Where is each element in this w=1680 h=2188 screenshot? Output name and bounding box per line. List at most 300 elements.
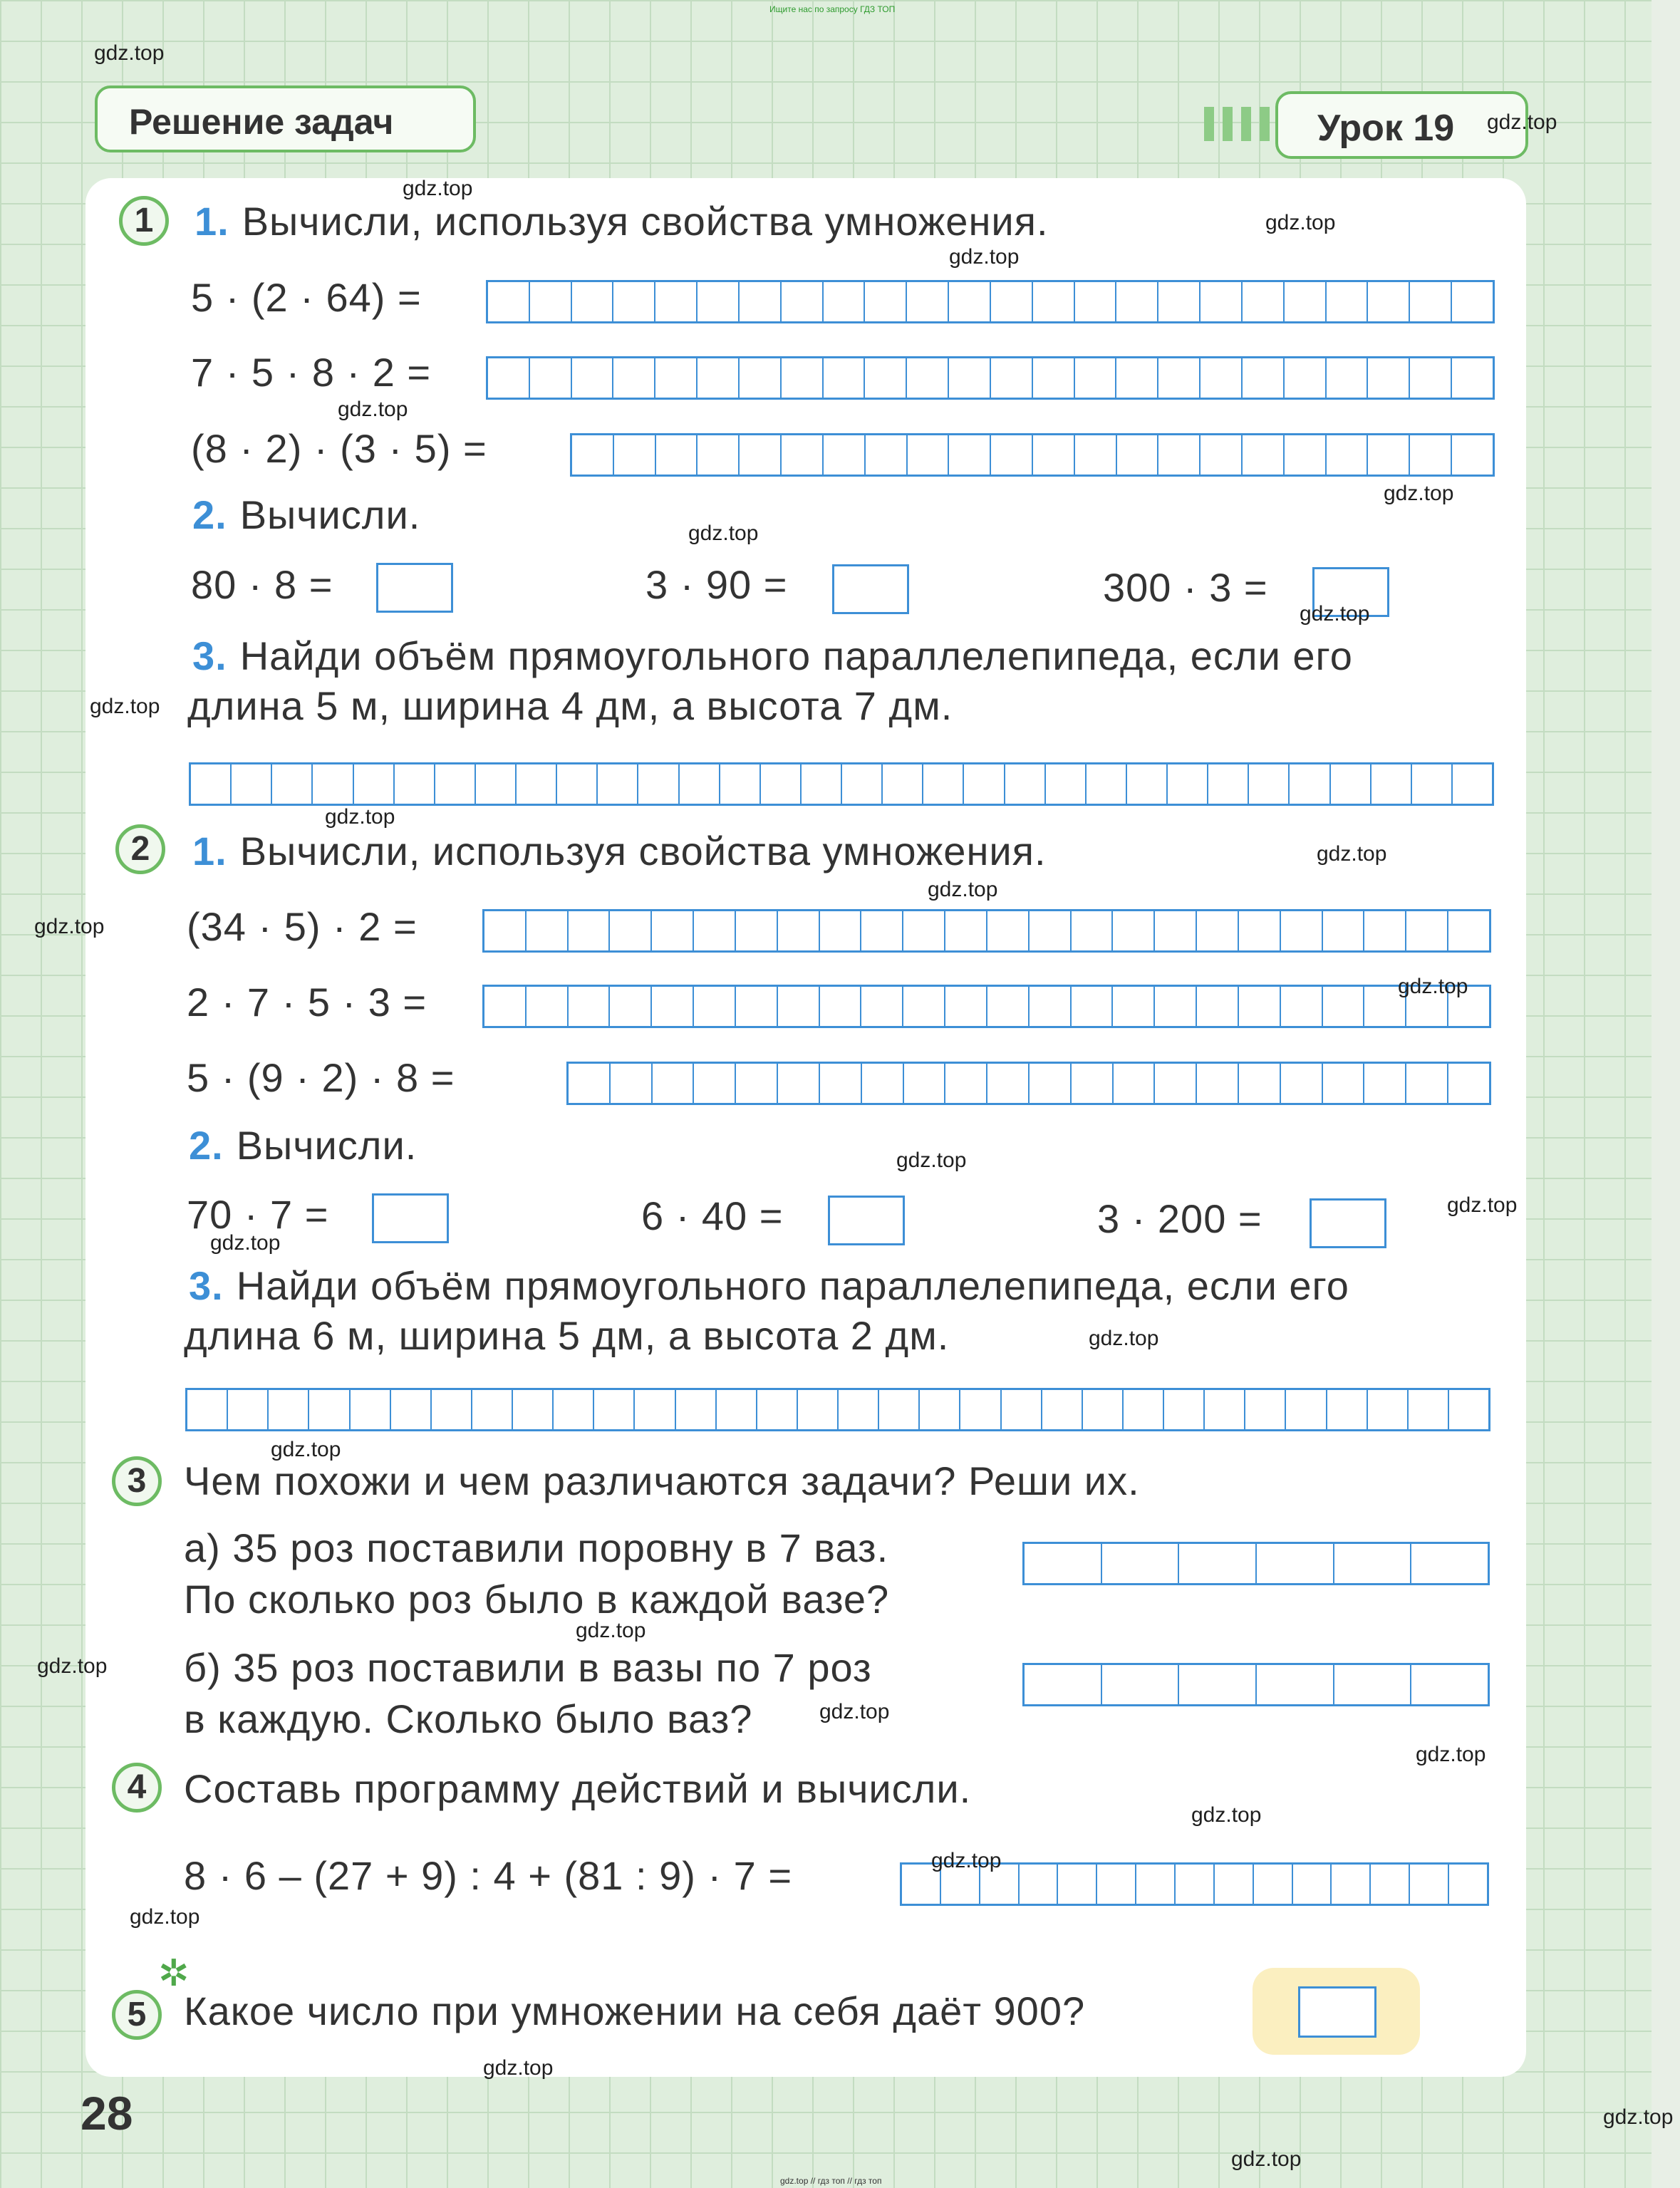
task-2-part-3-line-2: длина 6 м, ширина 5 дм, а высота 2 дм. [184, 1313, 950, 1358]
task-3-number: 3 [112, 1456, 162, 1506]
grid-cell[interactable] [572, 282, 614, 321]
grid-cell[interactable] [824, 358, 866, 398]
grid-cell[interactable] [1087, 764, 1127, 804]
grid-cell[interactable] [1452, 358, 1493, 398]
grid-cell[interactable] [594, 1390, 635, 1429]
task-1-number: 1 [119, 196, 169, 246]
grid-cell[interactable] [652, 987, 694, 1026]
watermark: gdz.top [896, 1149, 967, 1172]
grid-cell[interactable] [1116, 282, 1158, 321]
grid-cell[interactable] [1176, 1865, 1215, 1904]
grid-cell[interactable] [1371, 1865, 1410, 1904]
grid-cell[interactable] [557, 764, 598, 804]
grid-cell[interactable] [1164, 1390, 1205, 1429]
grid-cell[interactable] [1117, 435, 1159, 475]
grid-cell[interactable] [1113, 911, 1155, 950]
grid-cell[interactable] [1215, 1865, 1254, 1904]
grid-cell[interactable] [1281, 1064, 1323, 1103]
grid-cell[interactable] [1327, 358, 1369, 398]
grid-cell[interactable] [1158, 358, 1201, 398]
watermark: gdz.top [1603, 2105, 1674, 2129]
grid-cell[interactable] [1257, 1665, 1334, 1704]
grid-cell[interactable] [610, 987, 652, 1026]
expression: 7 · 5 · 8 · 2 = [191, 350, 432, 395]
grid-cell[interactable] [269, 1390, 309, 1429]
grid-cell[interactable] [991, 358, 1033, 398]
expression: (8 · 2) · (3 · 5) = [191, 426, 487, 471]
section-title-tag [95, 85, 476, 152]
grid-cell[interactable] [569, 911, 611, 950]
grid-cell[interactable] [572, 435, 614, 475]
grid-cell[interactable] [569, 1064, 611, 1103]
grid-cell[interactable] [1411, 1665, 1488, 1704]
grid-cell[interactable] [1075, 282, 1117, 321]
task-2-part-1-heading: 1. Вычисли, используя свойства умножения. [192, 829, 1047, 873]
grid-cell[interactable] [1368, 358, 1410, 398]
grid-cell[interactable] [1410, 1865, 1449, 1904]
grid-cell[interactable] [655, 282, 698, 321]
grid-cell[interactable] [1102, 1544, 1180, 1583]
watermark: gdz.top [325, 805, 395, 829]
watermark: gdz.top [1416, 1743, 1486, 1766]
grid-cell[interactable] [1072, 911, 1114, 950]
grid-cell[interactable] [653, 1064, 695, 1103]
grid-cell[interactable] [1033, 282, 1075, 321]
grid-cell[interactable] [1410, 435, 1452, 475]
grid-cell[interactable] [1290, 764, 1330, 804]
grid-cell[interactable] [1002, 1390, 1042, 1429]
grid-cell[interactable] [513, 1390, 554, 1429]
grid-cell[interactable] [1030, 911, 1072, 950]
watermark: gdz.top [1300, 602, 1370, 626]
grid-cell[interactable] [802, 764, 842, 804]
grid-cell[interactable] [1249, 764, 1290, 804]
answer-box[interactable] [1298, 1986, 1376, 2038]
bottom-note: gdz.top // гдз топ // гдз топ [780, 2176, 882, 2186]
grid-cell[interactable] [960, 1390, 1001, 1429]
watermark: gdz.top [1487, 110, 1557, 134]
task-4-text: Составь программу действий и вычисли. [184, 1766, 972, 1811]
grid-cell[interactable] [1448, 911, 1489, 950]
grid-cell[interactable] [698, 435, 740, 475]
expression: (34 · 5) · 2 = [187, 904, 418, 949]
grid-cell[interactable] [945, 987, 987, 1026]
grid-cell[interactable] [1025, 1665, 1102, 1704]
grid-cell[interactable] [782, 282, 824, 321]
expression: 5 · (2 · 64) = [191, 275, 422, 320]
star-icon: ✲ [158, 1953, 190, 1994]
grid-cell[interactable] [778, 987, 820, 1026]
task-3-a-line-1: а) 35 роз поставили поровну в 7 ваз. [184, 1525, 889, 1570]
grid-cell[interactable] [987, 911, 1030, 950]
grid-cell[interactable] [820, 1064, 862, 1103]
grid-cell[interactable] [351, 1390, 391, 1429]
grid-cell[interactable] [488, 282, 530, 321]
answer-grid[interactable] [486, 280, 1495, 323]
grid-cell[interactable] [232, 764, 272, 804]
grid-cell[interactable] [861, 911, 903, 950]
grid-cell[interactable] [680, 764, 720, 804]
grid-cell[interactable] [530, 282, 572, 321]
watermark: gdz.top [949, 245, 1020, 269]
expression: 300 · 3 = [1103, 565, 1268, 610]
grid-cell[interactable] [611, 1064, 653, 1103]
grid-cell[interactable] [395, 764, 435, 804]
grid-cell[interactable] [1368, 435, 1410, 475]
grid-cell[interactable] [613, 358, 655, 398]
grid-cell[interactable] [694, 987, 736, 1026]
answer-grid[interactable] [1022, 1663, 1490, 1706]
grid-cell[interactable] [904, 1064, 946, 1103]
grid-cell[interactable] [527, 911, 569, 950]
grid-cell[interactable] [1332, 1865, 1371, 1904]
grid-cell[interactable] [949, 358, 991, 398]
grid-cell[interactable] [1155, 987, 1197, 1026]
grid-cell[interactable] [635, 1390, 675, 1429]
grid-cell[interactable] [1155, 1064, 1197, 1103]
grid-cell[interactable] [720, 764, 761, 804]
grid-cell[interactable] [903, 911, 945, 950]
grid-cell[interactable] [698, 282, 740, 321]
grid-cell[interactable] [1208, 764, 1249, 804]
answer-grid[interactable] [1022, 1542, 1490, 1585]
grid-cell[interactable] [1453, 764, 1492, 804]
task-4-number: 4 [112, 1763, 162, 1813]
expression: 3 · 90 = [645, 562, 788, 607]
grid-cell[interactable] [1020, 1865, 1059, 1904]
grid-cell[interactable] [1116, 358, 1158, 398]
grid-cell[interactable] [782, 358, 824, 398]
grid-cell[interactable] [614, 435, 656, 475]
grid-cell[interactable] [1124, 1390, 1164, 1429]
grid-cell[interactable] [1005, 764, 1046, 804]
grid-cell[interactable] [987, 987, 1030, 1026]
watermark: gdz.top [338, 398, 408, 421]
grid-cell[interactable] [1136, 1865, 1176, 1904]
grid-cell[interactable] [908, 435, 950, 475]
answer-grid[interactable] [185, 1388, 1490, 1431]
grid-cell[interactable] [1327, 1390, 1368, 1429]
grid-cell[interactable] [923, 764, 964, 804]
grid-cell[interactable] [1158, 435, 1201, 475]
answer-grid[interactable] [189, 762, 1494, 806]
grid-cell[interactable] [1058, 1865, 1097, 1904]
grid-cell[interactable] [1075, 435, 1117, 475]
grid-cell[interactable] [1327, 282, 1369, 321]
grid-cell[interactable] [991, 282, 1033, 321]
grid-cell[interactable] [1155, 911, 1197, 950]
grid-cell[interactable] [1097, 1865, 1136, 1904]
grid-cell[interactable] [391, 1390, 432, 1429]
grid-cell[interactable] [1327, 435, 1369, 475]
grid-cell[interactable] [1245, 1390, 1286, 1429]
grid-cell[interactable] [1179, 1544, 1257, 1583]
answer-grid[interactable] [482, 909, 1491, 953]
grid-cell[interactable] [740, 435, 782, 475]
task-2-number: 2 [115, 824, 165, 874]
grid-cell[interactable] [798, 1390, 839, 1429]
answer-box[interactable] [376, 563, 453, 613]
grid-cell[interactable] [1042, 1390, 1083, 1429]
grid-cell[interactable] [736, 987, 778, 1026]
grid-cell[interactable] [1239, 987, 1281, 1026]
grid-cell[interactable] [839, 1390, 879, 1429]
grid-cell[interactable] [1406, 911, 1448, 950]
answer-grid[interactable] [486, 356, 1495, 400]
grid-cell[interactable] [1410, 358, 1452, 398]
grid-cell[interactable] [313, 764, 353, 804]
grid-cell[interactable] [949, 435, 991, 475]
grid-cell[interactable] [484, 987, 527, 1026]
watermark: gdz.top [1398, 975, 1468, 998]
answer-grid[interactable] [566, 1062, 1491, 1105]
grid-cell[interactable] [866, 435, 908, 475]
grid-cell[interactable] [187, 1390, 228, 1429]
grid-cell[interactable] [1113, 987, 1155, 1026]
grid-cell[interactable] [824, 282, 866, 321]
grid-cell[interactable] [883, 764, 923, 804]
grid-cell[interactable] [488, 358, 530, 398]
grid-cell[interactable] [1197, 1064, 1239, 1103]
grid-cell[interactable] [1114, 1064, 1156, 1103]
grid-cell[interactable] [1127, 764, 1168, 804]
grid-cell[interactable] [945, 911, 987, 950]
watermark: gdz.top [1317, 842, 1387, 866]
grid-cell[interactable] [530, 358, 572, 398]
answer-box[interactable] [828, 1196, 905, 1245]
grid-cell[interactable] [824, 435, 866, 475]
grid-cell[interactable] [757, 1390, 798, 1429]
grid-cell[interactable] [1201, 358, 1243, 398]
grid-cell[interactable] [991, 435, 1033, 475]
grid-cell[interactable] [1197, 987, 1239, 1026]
grid-cell[interactable] [655, 358, 698, 398]
expression: 5 · (9 · 2) · 8 = [187, 1055, 455, 1100]
grid-cell[interactable] [1033, 358, 1075, 398]
grid-cell[interactable] [1243, 435, 1285, 475]
grid-cell[interactable] [842, 764, 883, 804]
grid-cell[interactable] [652, 911, 694, 950]
grid-cell[interactable] [569, 987, 611, 1026]
grid-cell[interactable] [656, 435, 698, 475]
grid-cell[interactable] [694, 911, 736, 950]
grid-cell[interactable] [527, 987, 569, 1026]
grid-cell[interactable] [1372, 764, 1412, 804]
grid-cell[interactable] [1364, 1064, 1406, 1103]
grid-cell[interactable] [907, 282, 949, 321]
grid-cell[interactable] [1411, 1544, 1488, 1583]
grid-cell[interactable] [1201, 282, 1243, 321]
grid-cell[interactable] [517, 764, 557, 804]
grid-cell[interactable] [1452, 435, 1493, 475]
answer-grid[interactable] [482, 985, 1491, 1028]
task-2-part-2-heading: 2. Вычисли. [189, 1123, 418, 1168]
answer-box[interactable] [832, 564, 909, 614]
task-1-part-2-heading: 2. Вычисли. [192, 492, 421, 537]
watermark: gdz.top [483, 2056, 554, 2080]
task-3-a-line-2: По сколько роз было в каждой вазе? [184, 1577, 890, 1622]
grid-cell[interactable] [1243, 358, 1285, 398]
grid-cell[interactable] [1072, 1064, 1114, 1103]
expression: 80 · 8 = [191, 562, 333, 607]
grid-cell[interactable] [572, 358, 614, 398]
grid-cell[interactable] [987, 1064, 1030, 1103]
grid-cell[interactable] [1030, 987, 1072, 1026]
grid-cell[interactable] [1281, 911, 1323, 950]
grid-cell[interactable] [1030, 1064, 1072, 1103]
grid-cell[interactable] [638, 764, 679, 804]
task-3-text: Чем похожи и чем различаются задачи? Реши их. [184, 1458, 1140, 1503]
grid-cell[interactable] [820, 987, 862, 1026]
grid-cell[interactable] [432, 1390, 472, 1429]
watermark: gdz.top [931, 1849, 1002, 1872]
watermark: gdz.top [819, 1700, 890, 1723]
grid-cell[interactable] [1293, 1865, 1332, 1904]
grid-cell[interactable] [945, 1064, 987, 1103]
watermark: gdz.top [688, 522, 759, 545]
grid-cell[interactable] [1449, 1390, 1488, 1429]
grid-cell[interactable] [820, 911, 862, 950]
grid-cell[interactable] [778, 1064, 820, 1103]
grid-cell[interactable] [1412, 764, 1453, 804]
grid-cell[interactable] [1285, 435, 1327, 475]
grid-cell[interactable] [1334, 1665, 1412, 1704]
grid-cell[interactable] [964, 764, 1005, 804]
grid-cell[interactable] [1243, 282, 1285, 321]
grid-cell[interactable] [736, 911, 778, 950]
grid-cell[interactable] [907, 358, 949, 398]
grid-cell[interactable] [1179, 1665, 1257, 1704]
grid-cell[interactable] [920, 1390, 960, 1429]
grid-cell[interactable] [1448, 1064, 1489, 1103]
task-2-part-3-line-1: 3. Найди объём прямоугольного параллелепипеда, если его [189, 1263, 1349, 1308]
grid-cell[interactable] [761, 764, 802, 804]
task-3-b-line-2: в каждую. Сколько было ваз? [184, 1696, 753, 1741]
grid-cell[interactable] [1158, 282, 1201, 321]
grid-cell[interactable] [1046, 764, 1087, 804]
task-1-part-3-line-1: 3. Найди объём прямоугольного параллелепипеда, если его [192, 633, 1353, 678]
grid-cell[interactable] [1072, 987, 1114, 1026]
grid-cell[interactable] [554, 1390, 594, 1429]
grid-cell[interactable] [865, 358, 907, 398]
grid-cell[interactable] [191, 764, 232, 804]
grid-cell[interactable] [1364, 911, 1406, 950]
grid-cell[interactable] [1285, 358, 1327, 398]
grid-cell[interactable] [1286, 1390, 1327, 1429]
grid-cell[interactable] [1102, 1665, 1180, 1704]
grid-cell[interactable] [1197, 911, 1239, 950]
grid-cell[interactable] [694, 1064, 736, 1103]
grid-cell[interactable] [228, 1390, 269, 1429]
grid-cell[interactable] [1075, 358, 1117, 398]
grid-cell[interactable] [778, 911, 820, 950]
grid-cell[interactable] [435, 764, 476, 804]
grid-cell[interactable] [1281, 987, 1323, 1026]
answer-box[interactable] [1310, 1198, 1386, 1248]
watermark: gdz.top [37, 1654, 108, 1678]
grid-cell[interactable] [862, 1064, 904, 1103]
grid-cell[interactable] [698, 358, 740, 398]
task-3-b-line-1: б) 35 роз поставили в вазы по 7 роз [184, 1645, 872, 1690]
grid-cell[interactable] [354, 764, 395, 804]
grid-cell[interactable] [782, 435, 824, 475]
grid-cell[interactable] [949, 282, 991, 321]
grid-cell[interactable] [472, 1390, 513, 1429]
grid-cell[interactable] [484, 911, 527, 950]
grid-cell[interactable] [1410, 282, 1452, 321]
task-1-part-3-line-2: длина 5 м, ширина 4 дм, а высота 7 дм. [187, 683, 953, 728]
grid-cell[interactable] [1334, 1544, 1412, 1583]
grid-cell[interactable] [1168, 764, 1208, 804]
grid-cell[interactable] [1323, 911, 1365, 950]
grid-cell[interactable] [1239, 1064, 1281, 1103]
grid-cell[interactable] [676, 1390, 717, 1429]
grid-cell[interactable] [1083, 1390, 1124, 1429]
expression: 3 · 200 = [1097, 1196, 1262, 1241]
watermark: gdz.top [210, 1231, 281, 1255]
grid-cell[interactable] [1205, 1390, 1245, 1429]
grid-cell[interactable] [1323, 987, 1365, 1026]
grid-cell[interactable] [309, 1390, 350, 1429]
grid-cell[interactable] [1254, 1865, 1293, 1904]
grid-cell[interactable] [1409, 1390, 1449, 1429]
task-5-text: Какое число при умножении на себя даёт 900? [184, 1989, 1086, 2033]
grid-cell[interactable] [736, 1064, 778, 1103]
grid-cell[interactable] [1239, 911, 1281, 950]
expression: 2 · 7 · 5 · 3 = [187, 980, 427, 1025]
grid-cell[interactable] [1368, 1390, 1409, 1429]
watermark: gdz.top [1384, 482, 1454, 505]
grid-cell[interactable] [1257, 1544, 1334, 1583]
page-edge [1652, 0, 1680, 2188]
top-note: Ищите нас по запросу ГДЗ ТОП [769, 4, 896, 14]
grid-cell[interactable] [1449, 1865, 1487, 1904]
grid-cell[interactable] [861, 987, 903, 1026]
grid-cell[interactable] [865, 282, 907, 321]
answer-box[interactable] [372, 1193, 449, 1243]
grid-cell[interactable] [1285, 282, 1327, 321]
grid-cell[interactable] [613, 282, 655, 321]
watermark: gdz.top [1231, 2147, 1302, 2171]
grid-cell[interactable] [1452, 282, 1493, 321]
grid-cell[interactable] [272, 764, 313, 804]
grid-cell[interactable] [879, 1390, 920, 1429]
grid-cell[interactable] [610, 911, 652, 950]
grid-cell[interactable] [1323, 1064, 1365, 1103]
watermark: gdz.top [1265, 211, 1336, 234]
grid-cell[interactable] [598, 764, 638, 804]
grid-cell[interactable] [1406, 1064, 1448, 1103]
grid-cell[interactable] [1033, 435, 1075, 475]
grid-cell[interactable] [903, 987, 945, 1026]
grid-cell[interactable] [1331, 764, 1372, 804]
grid-cell[interactable] [1368, 282, 1410, 321]
watermark: gdz.top [928, 878, 998, 901]
grid-cell[interactable] [740, 282, 782, 321]
grid-cell[interactable] [740, 358, 782, 398]
watermark: gdz.top [90, 695, 160, 718]
grid-cell[interactable] [1025, 1544, 1102, 1583]
grid-cell[interactable] [717, 1390, 757, 1429]
grid-cell[interactable] [476, 764, 517, 804]
expression: 70 · 7 = [187, 1192, 329, 1237]
expression: 8 · 6 – (27 + 9) : 4 + (81 : 9) · 7 = [184, 1853, 793, 1898]
expression: 6 · 40 = [641, 1193, 784, 1238]
watermark: gdz.top [576, 1619, 646, 1642]
answer-grid[interactable] [570, 433, 1495, 477]
page-number: 28 [81, 2087, 133, 2140]
grid-cell[interactable] [1201, 435, 1243, 475]
